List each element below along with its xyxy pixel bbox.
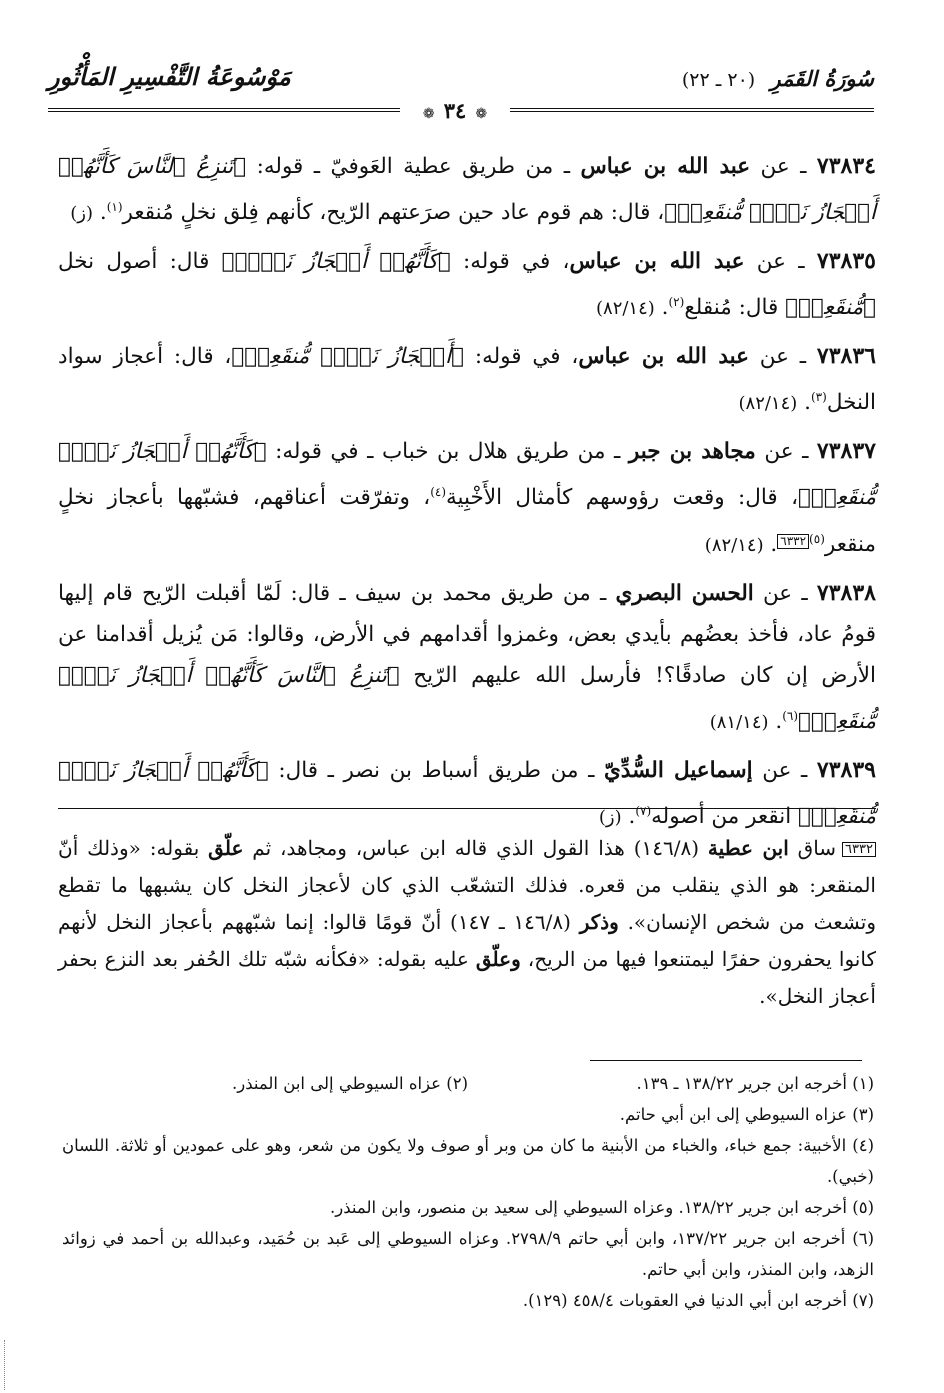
entry-text: ، قال: هم قوم عاد حين صرَعتهم الرّيح، كأنهم فِلق نخلٍ مُنقعر bbox=[122, 200, 665, 226]
entry-number: ٧٣٨٣٩ bbox=[816, 756, 876, 783]
entry-text: ـ من طريق أسباط بن نصر ـ قال: bbox=[268, 757, 604, 783]
commentary-text: (١٤٦/٨) هذا القول الذي قاله ابن عباس، ومجاهد، ثم bbox=[243, 836, 708, 860]
footnotes bbox=[62, 1068, 874, 1316]
entry-text: . bbox=[797, 390, 811, 416]
entry-text: . bbox=[654, 295, 669, 321]
entry-text: ـ عن bbox=[755, 439, 817, 465]
footnote-1: (١) أخرجه ابن جرير ١٣٨/٢٢ ـ ١٣٩. bbox=[636, 1074, 874, 1093]
commentary-text: بقوله: «وذلك أنّ المنقعر: هو الذي ينقلب من قعره. فذلك التشعّب الذي كان لأعجاز النخل كان يشبهها ما تقطع وتشعث من شخص الإنسان». bbox=[58, 836, 876, 934]
entry-number: ٧٣٨٣٥ bbox=[816, 248, 876, 275]
entry-text: ـ عن bbox=[752, 757, 817, 783]
footnote-marker[interactable]: (٣) bbox=[810, 390, 827, 405]
volume-reference: (ز) bbox=[598, 807, 622, 829]
quran-verse: ﴿تَنزِعُ ٱلنَّاسَ كَأَنَّهُمۡ أَعۡجَازُ نَخۡلٖ مُّنقَعِرٖ﴾ bbox=[58, 662, 876, 734]
quran-verse: ﴿كَأَنَّهُمۡ أَعۡجَازُ نَخۡلٖ﴾ bbox=[221, 249, 451, 275]
entry-text: ـ من طريق محمد بن سيف ـ قال: لَمّا أقبلت الرّيح قام إليها قومُ عاد، فأخذ بعضُهم بأيدي بعض، وغمزوا أقدامهم في الأرض، وقالوا: مَن يُزيل أقدامنا عن الأرض إن كان صادقًا؟! فأرسل الله عليهم الرّيح bbox=[58, 580, 876, 688]
entry-text: ، قال: وقعت رؤوسهم كأمثال الأَخْبِية bbox=[446, 485, 799, 511]
entry-text: قال: مُنقلع bbox=[684, 295, 786, 321]
entry-text: . bbox=[621, 804, 636, 830]
footnote-5: (٥) أخرجه ابن جرير ١٣٨/٢٢. وعزاه السيوطي إلى سعيد بن منصور، وابن المنذر. bbox=[330, 1198, 874, 1217]
entry-text: . bbox=[763, 531, 778, 557]
entry-text: ، في قوله: bbox=[464, 344, 579, 370]
commentary-block bbox=[58, 830, 876, 1015]
footnote-4: (٤) الأخبية: جمع خباء، والخباء من الأبنية ما كان من وبر أو صوف ولا يكون من شعر، وهو على عمودين أو ثلاثة. اللسان (خبي). bbox=[62, 1136, 874, 1186]
volume-reference: (ز) bbox=[70, 203, 94, 225]
narrator-name: عبد الله بن عباس bbox=[578, 344, 749, 370]
commentary-separator bbox=[58, 808, 876, 809]
entry-text: ـ عن bbox=[748, 344, 817, 370]
ornament-icon: ❁ bbox=[422, 105, 435, 122]
entry-number: ٧٣٨٣٨ bbox=[816, 579, 876, 606]
volume-reference: (٨٢/١٤) bbox=[596, 298, 655, 320]
quran-verse: ﴿أَعۡجَازُ نَخۡلٖ مُّنقَعِرٖ﴾ bbox=[231, 344, 465, 370]
ornament-icon: ❁ bbox=[475, 105, 488, 122]
athar-entry bbox=[58, 146, 876, 234]
footnote-6: (٦) أخرجه ابن جرير ١٣٧/٢٢، وابن أبي حاتم ٢٧٩٨/٩. وعزاه السيوطي إلى عَبد بن حُمَيد، وعبدالله بن أحمد في زوائد الزهد، وابن المنذر، وابن أبي حاتم. bbox=[62, 1229, 874, 1279]
narrator-name: مجاهد بن جبر bbox=[628, 439, 756, 465]
footnote-3: (٣) عزاه السيوطي إلى ابن أبي حاتم. bbox=[619, 1105, 874, 1124]
entry-text: ـ عن bbox=[744, 249, 817, 275]
footnote-marker[interactable]: (٤) bbox=[430, 485, 447, 500]
entry-text: . bbox=[93, 200, 107, 226]
footnote-marker[interactable]: (٦) bbox=[782, 708, 799, 723]
page-number-box bbox=[400, 98, 510, 124]
scan-margin-mark bbox=[4, 1340, 7, 1390]
quran-verse: ﴿تَنزِعُ ٱلنَّاسَ كَأَنَّهُمۡ أَعۡجَازُ نَخۡلٖ مُّنقَعِرٖ﴾ bbox=[58, 154, 876, 226]
entry-text: . bbox=[768, 708, 783, 734]
scholar-name: ابن عطية bbox=[707, 836, 789, 860]
footnote-2: (٢) عزاه السيوطي إلى ابن المنذر. bbox=[232, 1074, 468, 1093]
volume-reference: (٨٢/١٤) bbox=[704, 534, 764, 556]
volume-reference: (٨١/١٤) bbox=[709, 711, 769, 733]
ayah-range: (٢٠ ـ ٢٢) bbox=[681, 69, 756, 91]
footnote-marker[interactable]: (١) bbox=[106, 200, 123, 214]
entry-text: ، في قوله: bbox=[450, 249, 570, 275]
quran-verse: ﴿كَأَنَّهُمۡ أَعۡجَازُ نَخۡلٖ مُّنقَعِرٖ﴾ bbox=[58, 439, 876, 511]
entry-text: ، قال: أعجاز سواد النخل bbox=[58, 344, 876, 416]
narrator-name: الحسن البصري bbox=[615, 580, 754, 606]
entry-text: انقعر من أصوله bbox=[651, 804, 799, 830]
athar-entry bbox=[58, 573, 876, 743]
entry-text: ، وتفرّقت أعناقهم، فشبّهها بأعجاز نخلٍ منقعر bbox=[58, 485, 876, 557]
commentary-text: (١٤٦/٨ ـ ١٤٧) أنّ قومًا قالوا: إنما شبّههم بأعجاز النخل لأنهم كانوا يحفرون حفرًا ليمتنعوا فيها من الريح، bbox=[58, 910, 876, 971]
page-number: ٣٤ bbox=[443, 98, 467, 123]
footnote-7: (٧) أخرجه ابن أبي الدنيا في العقوبات ٤٥٨/٤ (١٢٩). bbox=[522, 1291, 874, 1310]
narrator-name: إسماعيل السُّدِّيّ bbox=[603, 757, 753, 783]
entry-number: ٧٣٨٣٤ bbox=[816, 153, 876, 179]
commentary-text: عليه بقوله: «فكأنه شبّه تلك الحُفر بعد النزع بحفر أعجاز النخل». bbox=[58, 947, 876, 1008]
commentary-keyword: وذكر bbox=[579, 910, 619, 934]
commentary-number-box: ٦٣٣٢ bbox=[842, 842, 876, 857]
commentary-text: ساق bbox=[788, 836, 837, 860]
footnote-marker[interactable]: (٧) bbox=[635, 803, 652, 818]
entry-text: ـ من طريق عطية العَوفيّ ـ قوله: bbox=[246, 154, 581, 179]
entry-text: ـ عن bbox=[753, 580, 817, 606]
commentary-keyword: وعلّق bbox=[475, 947, 521, 971]
entry-number: ٧٣٨٣٧ bbox=[816, 438, 876, 465]
book-title: مَوْسُوعَةُ التَّفْسِيرِ المَأْثُورِ bbox=[48, 62, 291, 91]
athar-entry bbox=[58, 750, 876, 838]
entry-number: ٧٣٨٣٦ bbox=[816, 343, 876, 370]
footnote-row bbox=[62, 1068, 874, 1099]
commentary-keyword: علّق bbox=[208, 836, 244, 860]
footnote-separator bbox=[590, 1060, 862, 1061]
athar-entry bbox=[58, 241, 876, 329]
athar-entry bbox=[58, 336, 876, 424]
surah-name: سُورَةُ القَمَرِ bbox=[770, 66, 874, 91]
commentary-link-box[interactable]: ٦٣٣٢ bbox=[777, 534, 809, 549]
narrator-name: عبد الله بن عباس bbox=[569, 249, 745, 275]
quran-verse: ﴿مُّنقَعِرٖ﴾ bbox=[785, 295, 876, 321]
main-text bbox=[58, 146, 876, 845]
entry-text: ـ من طريق هلال بن خباب ـ في قوله: bbox=[266, 439, 629, 465]
footnote-marker[interactable]: (٢) bbox=[668, 295, 685, 310]
quran-verse: ﴿كَأَنَّهُمۡ أَعۡجَازُ نَخۡلٖ مُّنقَعِرٖ﴾ bbox=[58, 757, 876, 830]
entry-text: قال: أصول نخل bbox=[58, 249, 222, 275]
volume-reference: (٨٢/١٤) bbox=[738, 393, 798, 415]
entry-text: ـ عن bbox=[750, 154, 817, 179]
narrator-name: عبد الله بن عباس bbox=[580, 154, 751, 179]
surah-header bbox=[682, 66, 874, 91]
footnote-marker[interactable]: (٥) bbox=[809, 531, 825, 546]
athar-entry bbox=[58, 431, 876, 565]
